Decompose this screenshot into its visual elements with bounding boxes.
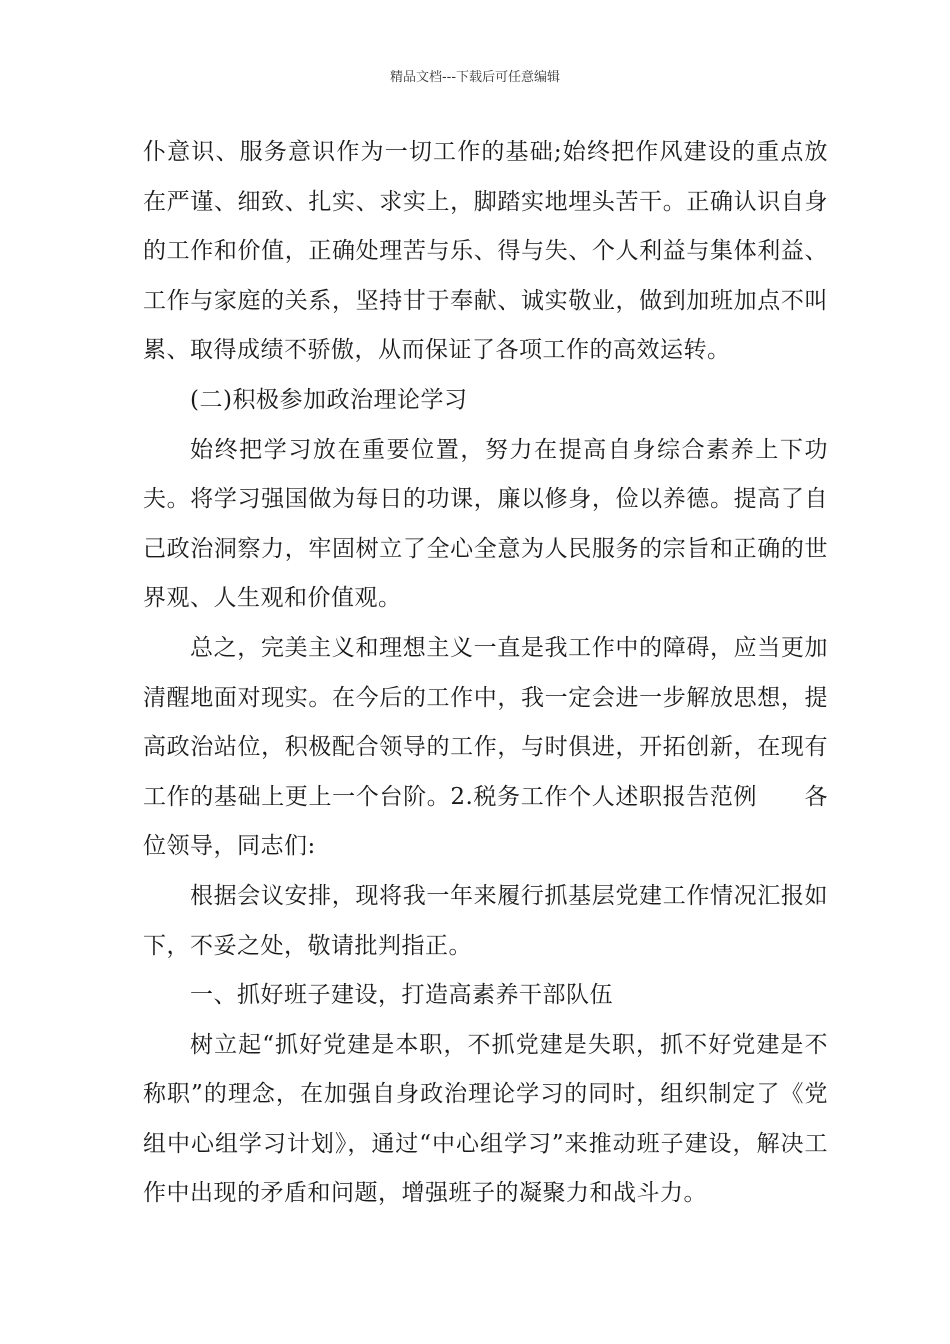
document-body (143, 128, 828, 1219)
paragraph-party-building: 树立起“抓好党建是本职，不抓党建是失职，抓不好党建是不称职”的理念，在加强自身政治理论学习的同时，组织制定了《党组中心组学习计划》，通过“中心组学习”来推动班子建设，解决工作中出现的矛盾和问题，增强班子的凝聚力和战斗力。 (143, 1031, 828, 1207)
page-header: 精品文档---下载后可任意编辑 (389, 70, 561, 85)
section-heading-political-study: (二)积极参加政治理论学习 (190, 386, 468, 413)
paragraph-study-priority: 始终把学习放在重要位置，努力在提高自身综合素养上下功夫。将学习强国做为每日的功课，廉以修身，俭以养德。提高了自己政治洞察力，牢固树立了全心全意为人民服务的宗旨和正确的世界观、人生观和价值观。 (143, 436, 828, 612)
paragraph-meeting-report: 根据会议安排，现将我一年来履行抓基层党建工作情况汇报如下，不妥之处，敬请批判指正。 (143, 882, 828, 959)
paragraph-service-awareness: 仆意识、服务意识作为一切工作的基础;始终把作风建设的重点放在严谨、细致、扎实、求实上，脚踏实地埋头苦干。正确认识自身的工作和价值，正确处理苦与乐、得与失、个人利益与集体利益、工作与家庭的关系，坚持甘于奉献、诚实敬业，做到加班加点不叫累、取得成绩不骄傲，从而保证了各项工作的高效运转。 (143, 139, 828, 364)
paragraph-summary: 总之，完美主义和理想主义一直是我工作中的障碍，应当更加清醒地面对现实。在今后的工作中，我一定会进一步解放思想，提高政治站位，积极配合领导的工作，与时俱进，开拓创新，在现有工作的基础上更上一个台阶。2.税务工作个人述职报告范例 各位领导，同志们: (143, 634, 828, 860)
section-heading-team-building: 一、抓好班子建设，打造高素养干部队伍 (190, 982, 613, 1009)
